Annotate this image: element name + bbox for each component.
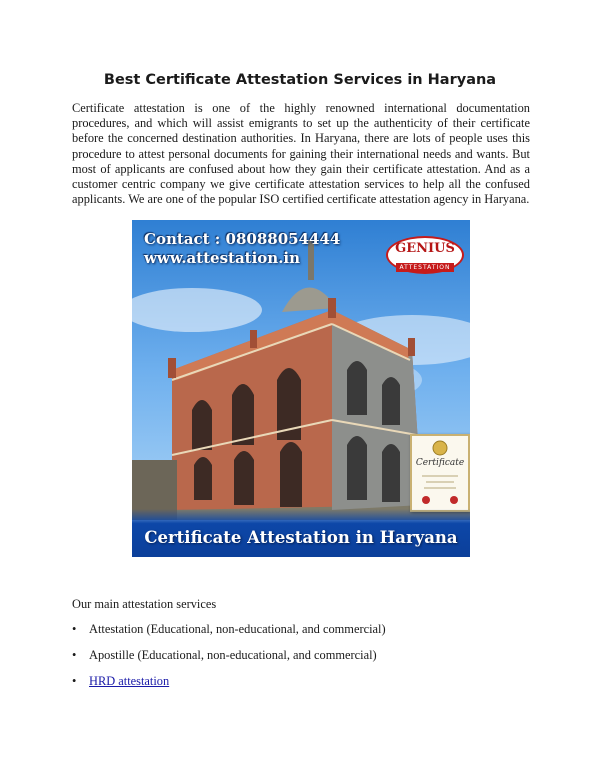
bullet: • xyxy=(72,674,77,688)
list-item xyxy=(72,642,386,668)
contact-website: www.attestation.in xyxy=(144,249,301,267)
contact-phone: Contact : 08088054444 xyxy=(144,230,341,248)
banner-image xyxy=(132,220,470,557)
services-list xyxy=(72,616,386,694)
service-label: Apostille (Educational, non-educational, and commercial) xyxy=(89,648,377,662)
bullet: • xyxy=(72,622,77,636)
page-title: Best Certificate Attestation Services in Haryana xyxy=(103,72,497,88)
hrd-attestation-link[interactable]: HRD attestation xyxy=(89,674,170,688)
genius-logo xyxy=(386,236,464,274)
seal-icon xyxy=(412,436,468,458)
list-item xyxy=(72,616,386,642)
service-label: Attestation (Educational, non-educational, and commercial) xyxy=(89,622,386,636)
services-heading: Our main attestation services xyxy=(72,597,217,611)
banner-caption: Certificate Attestation in Haryana xyxy=(144,528,458,547)
intro-paragraph: Certificate attestation is one of the highly renowned international documentation procedures, and which will assist emigrants to set up the authenticity of their certificate before the concerned destination authorities. In Haryana, there are lots of people uses this procedure to attest personal documents for gaining their international needs and wants. But most of applicants are confused about how they gain their certificate attestation. And as a customer centric company we give certificate attestation services to help all the confused applicants. We are one of the popular ISO certified certificate attestation agency in Haryana. xyxy=(72,101,530,207)
logo-name: GENIUS xyxy=(395,241,455,256)
banner-contact xyxy=(144,230,340,268)
certificate-illustration xyxy=(410,434,470,512)
certificate-lines-icon xyxy=(412,470,468,510)
bullet: • xyxy=(72,648,77,662)
certificate-word: Certificate xyxy=(415,458,465,468)
list-item xyxy=(72,668,386,694)
logo-subtitle: ATTESTATION xyxy=(396,263,455,272)
banner-caption-band xyxy=(132,509,470,557)
